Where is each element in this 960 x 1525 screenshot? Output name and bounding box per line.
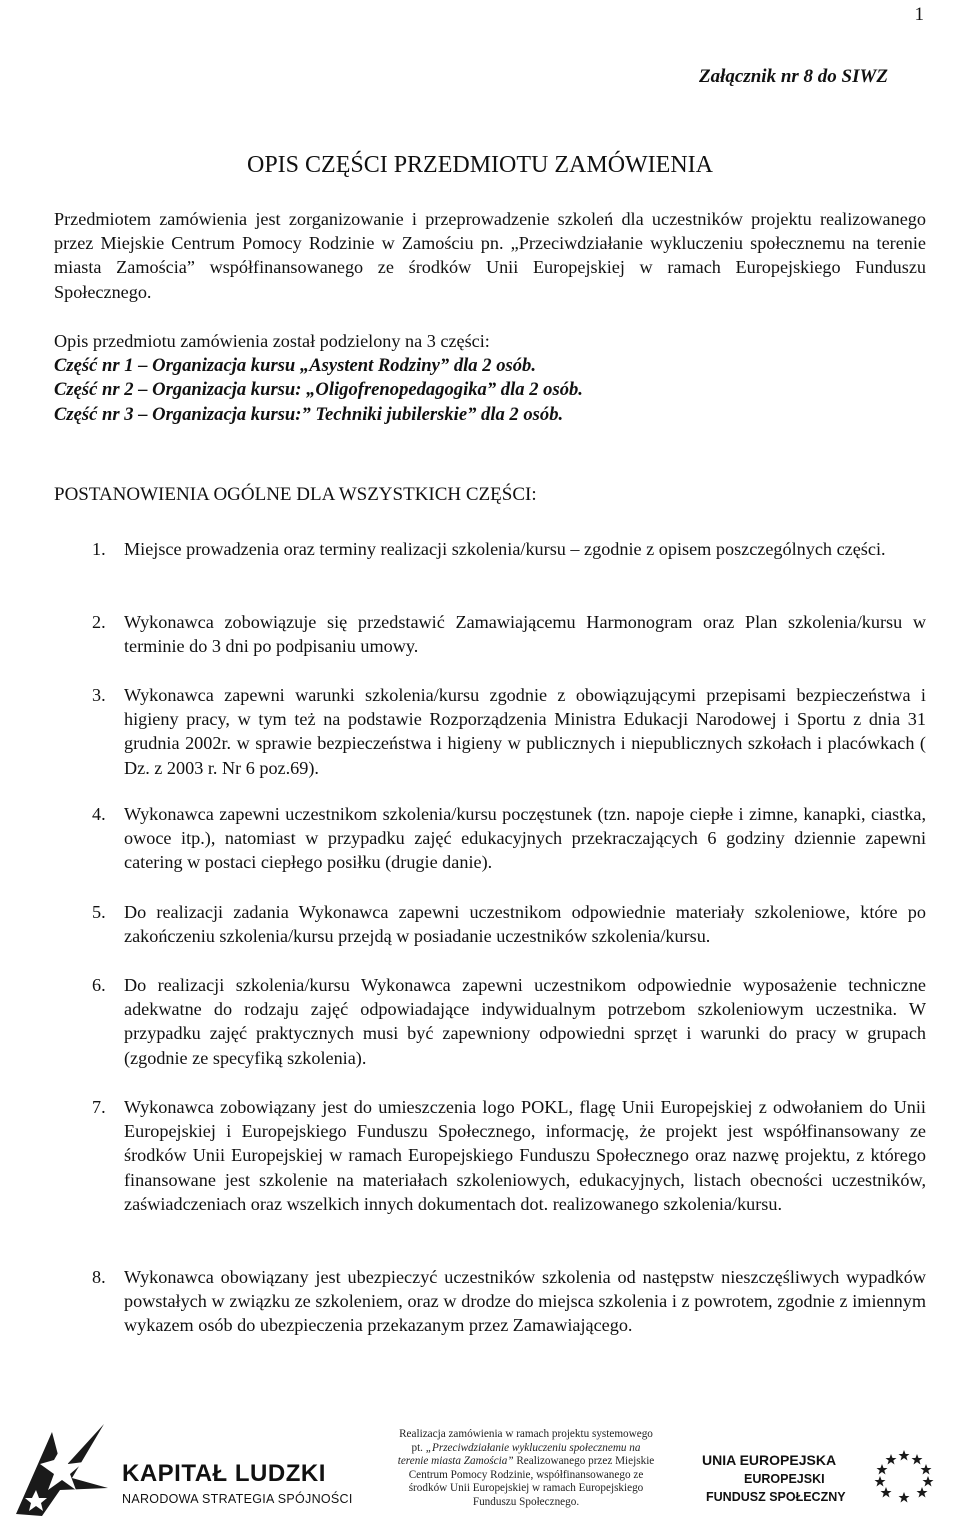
kapital-ludzki-star-icon <box>12 1418 112 1518</box>
footer-text-3: Realizowanego przez Miejskie Centrum Pomocy Rodzinie, współfinansowanego ze środków Unii Europejskiej w ramach Europejskiego Funduszu Społecznego. <box>408 1455 655 1508</box>
item-number: 8. <box>92 1267 106 1287</box>
item-number: 3. <box>92 685 106 705</box>
part-item: Część nr 1 – Organizacja kursu „Asystent Rodziny” dla 2 osób. <box>54 355 536 376</box>
footer-text-1: Realizacja zamówienia w ramach projektu systemowego pt. <box>399 1428 653 1454</box>
list-item <box>92 900 926 948</box>
general-heading: POSTANOWIENIA OGÓLNE DLA WSZYSTKICH CZĘŚCI: <box>54 484 537 505</box>
item-number: 6. <box>92 975 106 995</box>
item-text: Wykonawca zobowiązany jest do umieszczenia logo POKL, flagę Unii Europejskiej z odwołaniem do Unii Europejskiej i Europejskiego Funduszu Społecznego, informację, że projekt jest współfinansowany ze środków Unii Europejskiej w ramach Europejskiego Funduszu Społecznego oraz nazwę projektu, z którego finansowane jest szkolenie na materiałach szkoleniowych, edukacyjnych, listach obecności uczestników, zaświadczeniach oraz wszelkich innych dokumentach dot. realizowanego szkolenia/kursu. <box>124 1097 926 1214</box>
list-item <box>92 537 926 561</box>
page-footer <box>0 1410 960 1525</box>
document-title: OPIS CZĘŚCI PRZEDMIOTU ZAMÓWIENIA <box>247 152 713 178</box>
list-item <box>92 1095 926 1216</box>
item-text: Wykonawca zapewni warunki szkolenia/kursu zgodnie z obowiązującymi przepisami bezpieczeństwa i higieny pracy, w tym też na podstawie Rozporządzenia Ministra Edukacji Narodowej i Sportu z dnia 31 grudnia 2002r. w sprawie bezpieczeństwa i higieny w publicznych i niepublicznych szkołach i placówkach ( Dz. z 2003 r. Nr 6 poz.69). <box>124 685 926 778</box>
item-number: 7. <box>92 1097 106 1117</box>
part-item: Część nr 2 – Organizacja kursu: „Oligofrenopedagogika” dla 2 osób. <box>54 379 583 401</box>
part-item: Część nr 3 – Organizacja kursu:” Techniki jubilerskie” dla 2 osób. <box>54 403 564 425</box>
item-text: Wykonawca zobowiązuje się przedstawić Zamawiającemu Harmonogram oraz Plan szkolenia/kursu w terminie do 3 dni po podpisaniu umowy. <box>124 612 926 657</box>
list-item <box>92 973 926 1070</box>
eu-flag-icon <box>870 1446 938 1506</box>
item-text: Wykonawca obowiązany jest ubezpieczyć uczestników szkolenia od następstw nieszczęśliwych wypadków powstałych w związku ze szkoleniem, oraz w drodze do miejsca szkolenia i z powrotem, zgodnie z imiennym wykazem osób do ubezpieczenia przekazanym przez Zamawiającego. <box>124 1267 926 1336</box>
item-number: 4. <box>92 804 106 824</box>
item-number: 1. <box>92 539 106 559</box>
list-item <box>92 610 926 658</box>
item-number: 5. <box>92 902 106 922</box>
kapital-ludzki-logo <box>12 1418 362 1518</box>
item-text: Wykonawca zapewni uczestnikom szkolenia/kursu poczęstunek (tzn. napoje ciepłe i zimne, kanapki, ciastka, owoce itp.), natomiast w przypadku zajęć edukacyjnych przekraczających 6 godziny dziennie zapewni catering w postaci ciepłego posiłku (drugie danie). <box>124 804 926 873</box>
kl-title: KAPITAŁ LUDZKI <box>122 1460 326 1487</box>
eu-line-3: FUNDUSZ SPOŁECZNY <box>706 1490 846 1504</box>
eu-line-2: EUROPEJSKI <box>744 1472 825 1486</box>
kl-subtitle: NARODOWA STRATEGIA SPÓJNOŚCI <box>122 1492 353 1506</box>
item-text: Do realizacji zadania Wykonawca zapewni uczestnikom odpowiednie materiały szkoleniowe, które po zakończeniu szkolenia/kursu przejdą w posiadanie uczestników szkolenia/kursu. <box>124 902 926 947</box>
item-number: 2. <box>92 612 106 632</box>
item-text: Do realizacji szkolenia/kursu Wykonawca zapewni uczestnikom odpowiednie wyposażenie techniczne adekwatne do rodzaju zajęć odpowiadające indywidualnym potrzebom szkoleniowym uczestnika. W przypadku zajęć praktycznych musi być zapewniony odpowiedni sprzęt i warunki do pracy w grupach (zgodnie ze specyfiką szkolenia). <box>124 975 926 1068</box>
list-item <box>92 683 926 780</box>
eu-logo <box>692 1434 952 1524</box>
eu-line-1: UNIA EUROPEJSKA <box>702 1452 837 1468</box>
page-number: 1 <box>914 4 924 25</box>
footer-text <box>396 1428 656 1510</box>
parts-list <box>54 354 926 427</box>
parts-lead: Opis przedmiotu zamówienia został podzielony na 3 części: <box>54 331 490 351</box>
footer-text-2: „Przeciwdziałanie wykluczeniu społecznemu na terenie miasta Zamościa” <box>397 1441 641 1468</box>
annex-label: Załącznik nr 8 do SIWZ <box>699 66 888 87</box>
list-item <box>92 1265 926 1338</box>
list-item <box>92 802 926 875</box>
intro-paragraph: Przedmiotem zamówienia jest zorganizowanie i przeprowadzenie szkoleń dla uczestników projektu realizowanego przez Miejskie Centrum Pomocy Rodzinie w Zamościu pn. „Przeciwdziałanie wykluczeniu społecznemu na terenie miasta Zamościa” współfinansowanego ze środków Unii Europejskiej w ramach Europejskiego Funduszu Społecznego. <box>54 209 926 302</box>
item-text: Miejsce prowadzenia oraz terminy realizacji szkolenia/kursu – zgodnie z opisem poszczególnych części. <box>124 539 886 559</box>
